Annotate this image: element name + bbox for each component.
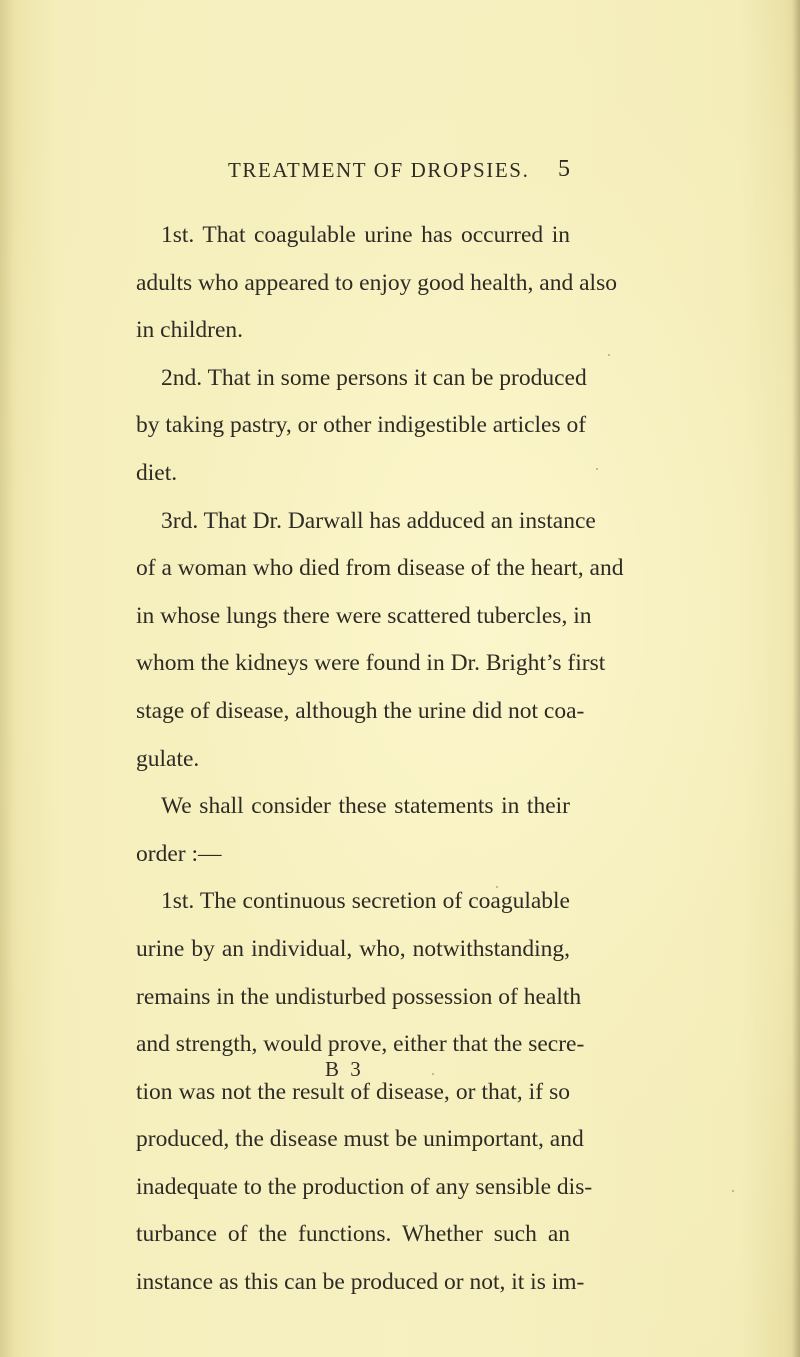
- text-line: We shall consider these statements in their: [161, 793, 570, 820]
- paper-speck: [438, 234, 440, 236]
- page-number: 5: [558, 156, 570, 182]
- text-line: 3rd. That Dr. Darwall has adduced an instance: [161, 507, 596, 534]
- text-line: adults who appeared to enjoy good health, and also: [136, 269, 617, 296]
- paper-speck: [608, 354, 610, 356]
- text-line: 1st. The continuous secretion of coagulable: [161, 888, 570, 915]
- text-line: tion was not the result of disease, or that, if so: [136, 1078, 570, 1105]
- paper-speck: [732, 1190, 734, 1192]
- page-right-edge: [792, 0, 800, 1357]
- text-line: in whose lungs there were scattered tubercles, in: [136, 602, 592, 629]
- text-line: whom the kidneys were found in Dr. Bright’s first: [136, 650, 606, 677]
- text-line: diet.: [136, 459, 178, 486]
- running-head: TREATMENT OF DROPSIES.: [228, 158, 530, 182]
- paper-speck: [596, 468, 598, 470]
- page-header: [0, 158, 800, 198]
- text-line: stage of disease, although the urine did not coa-: [136, 697, 585, 724]
- text-line: turbance of the functions. Whether such an: [136, 1221, 570, 1248]
- text-line: remains in the undisturbed possession of health: [136, 983, 582, 1010]
- page-left-shadow: [0, 0, 14, 1357]
- text-line: and strength, would prove, either that the secre-: [136, 1031, 585, 1058]
- text-line: produced, the disease must be unimportant, and: [136, 1126, 584, 1153]
- signature-mark: B 3: [325, 1057, 364, 1081]
- text-line: 1st. That coagulable urine has occurred in: [161, 222, 570, 248]
- text-line: instance as this can be produced or not, it is im-: [136, 1269, 585, 1296]
- body-text: [136, 212, 624, 1307]
- text-line: in children.: [136, 317, 244, 344]
- text-line: of a woman who died from disease of the heart, and: [136, 555, 624, 582]
- text-line: order :—: [136, 840, 222, 867]
- paper-speck: [496, 886, 498, 888]
- text-line: gulate.: [136, 745, 200, 772]
- text-line: 2nd. That in some persons it can be produced: [161, 364, 587, 391]
- text-line: by taking pastry, or other indigestible articles of: [136, 412, 587, 439]
- paper-speck: [432, 1073, 434, 1075]
- text-line: urine by an individual, who, notwithstanding,: [136, 935, 570, 962]
- text-line: inadequate to the production of any sensible dis-: [136, 1173, 593, 1200]
